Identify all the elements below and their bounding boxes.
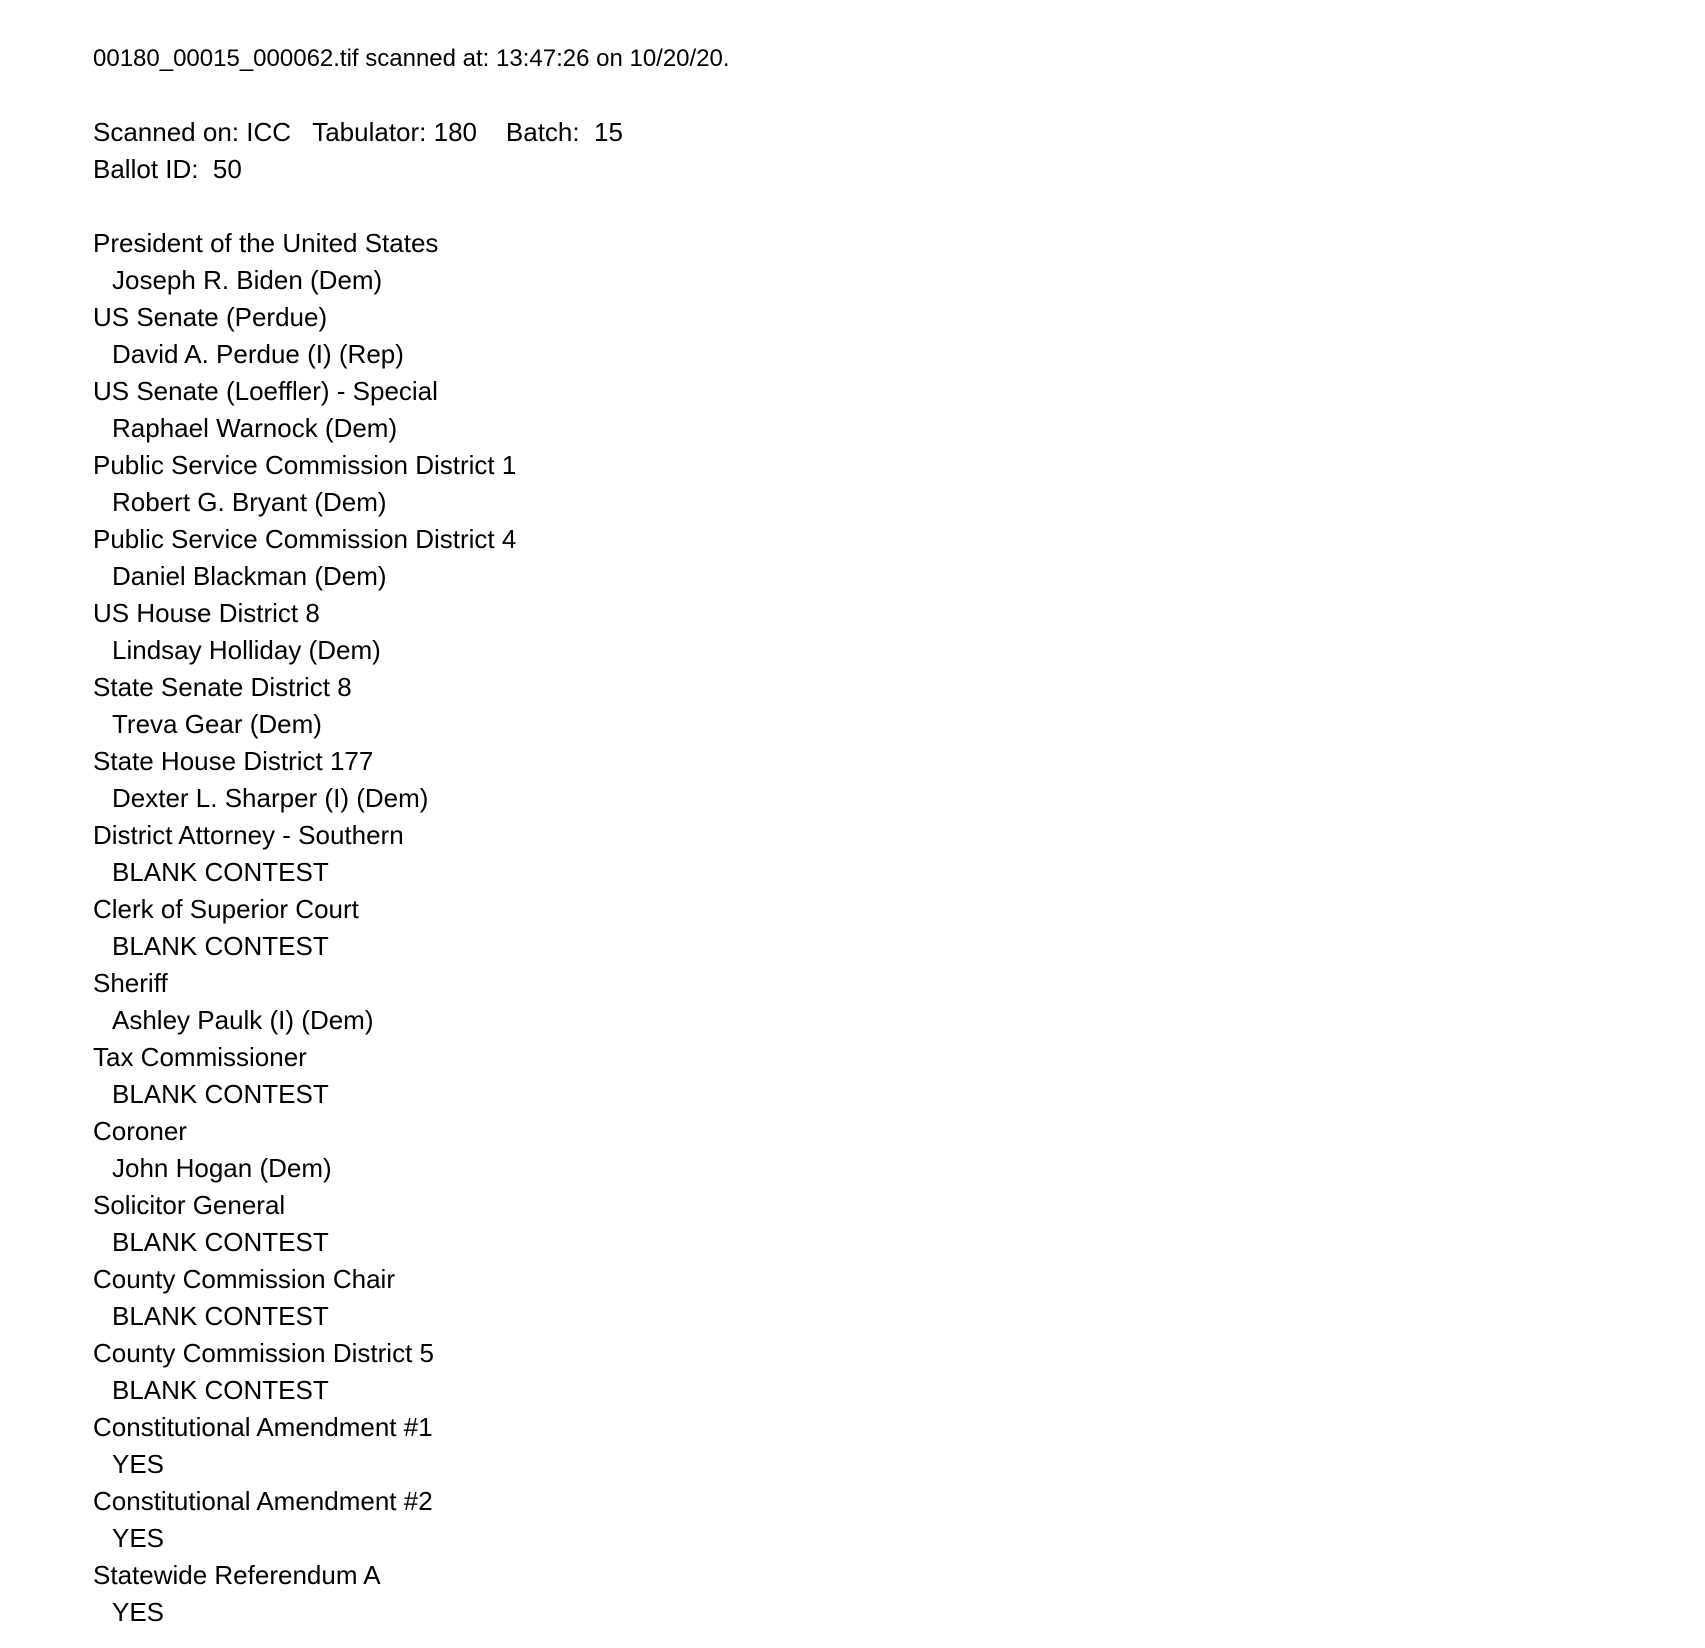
contest-title: Clerk of Superior Court (93, 894, 359, 924)
contest-title: Sheriff (93, 968, 168, 998)
contest-selection: Treva Gear (Dem) (112, 709, 322, 739)
contest-selection: David A. Perdue (I) (Rep) (112, 339, 404, 369)
contest-selection: Lindsay Holliday (Dem) (112, 635, 381, 665)
scan-filename-line: 00180_00015_000062.tif scanned at: 13:47:26 on 10/20/20. (93, 45, 730, 72)
contest-selection: YES (112, 1523, 165, 1553)
scan-info-line: Scanned on: ICC Tabulator: 180 Batch: 15 (93, 117, 623, 147)
contest-title: State Senate District 8 (93, 672, 352, 702)
contest-title: District Attorney - Southern (93, 820, 404, 850)
contest-title: State House District 177 (93, 746, 374, 776)
contest-title: Solicitor General (93, 1190, 286, 1220)
contest-title: Public Service Commission District 1 (93, 450, 517, 480)
contest-selection: BLANK CONTEST (112, 1375, 329, 1405)
contest-selection: Daniel Blackman (Dem) (112, 561, 387, 591)
contest-selection: YES (112, 1449, 165, 1479)
blank-line (93, 188, 730, 225)
contest-title: County Commission District 5 (93, 1338, 434, 1368)
contest-selection: BLANK CONTEST (112, 857, 329, 887)
contest-title: County Commission Chair (93, 1264, 395, 1294)
contest-results-list (93, 225, 730, 1631)
contest-title: President of the United States (93, 228, 439, 258)
contest-title: Statewide Referendum A (93, 1560, 381, 1590)
ballot-id-line: Ballot ID: 50 (93, 154, 242, 184)
contest-title: Tax Commissioner (93, 1042, 307, 1072)
contest-selection: BLANK CONTEST (112, 1079, 329, 1109)
contest-selection: Robert G. Bryant (Dem) (112, 487, 387, 517)
contest-title: Public Service Commission District 4 (93, 524, 517, 554)
contest-selection: Dexter L. Sharper (I) (Dem) (112, 783, 429, 813)
contest-selection: BLANK CONTEST (112, 1227, 329, 1257)
contest-selection: Ashley Paulk (I) (Dem) (112, 1005, 374, 1035)
contest-title: US House District 8 (93, 598, 320, 628)
contest-selection: John Hogan (Dem) (112, 1153, 332, 1183)
contest-title: Coroner (93, 1116, 187, 1146)
blank-line (93, 77, 730, 114)
contest-selection: Joseph R. Biden (Dem) (112, 265, 383, 295)
contest-title: Constitutional Amendment #1 (93, 1412, 433, 1442)
contest-selection: BLANK CONTEST (112, 931, 329, 961)
contest-title: Constitutional Amendment #2 (93, 1486, 433, 1516)
contest-selection: Raphael Warnock (Dem) (112, 413, 398, 443)
contest-title: US Senate (Loeffler) - Special (93, 376, 438, 406)
contest-title: US Senate (Perdue) (93, 302, 328, 332)
contest-selection: YES (112, 1597, 165, 1627)
ballot-scan-report (93, 40, 730, 1631)
contest-selection: BLANK CONTEST (112, 1301, 329, 1331)
